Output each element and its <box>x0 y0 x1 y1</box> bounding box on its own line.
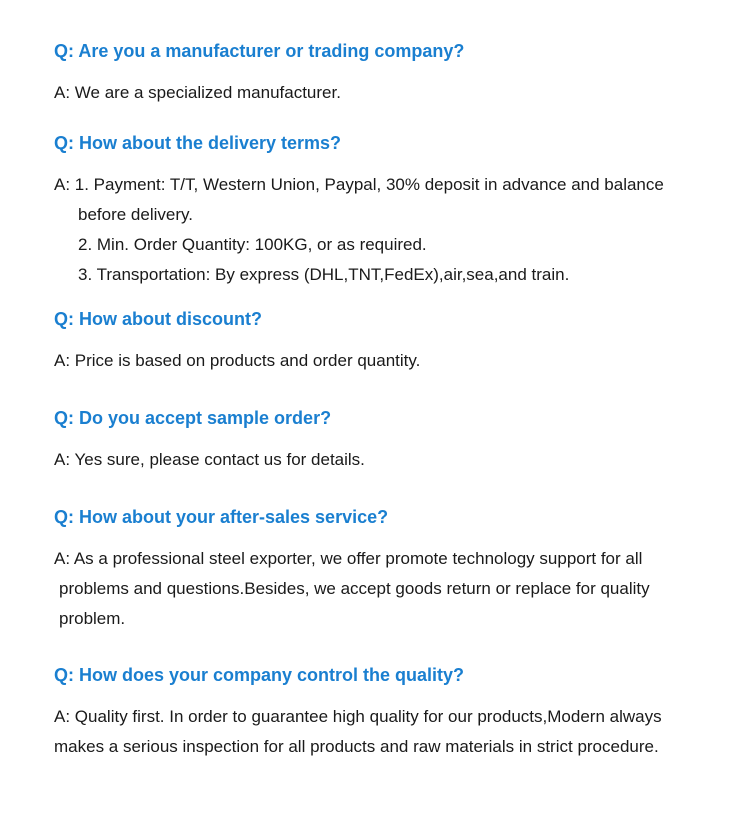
faq-answer-line: makes a serious inspection for all products and raw materials in strict procedure. <box>54 737 659 756</box>
faq-question-discount: Q: How about discount? <box>54 309 262 329</box>
faq-answer-line: problems and questions.Besides, we accept goods return or replace for quality <box>59 579 650 598</box>
faq-question-delivery: Q: How about the delivery terms? <box>54 133 342 153</box>
faq-question-after-sales: Q: How about your after-sales service? <box>54 507 389 527</box>
faq-answer-line: before delivery. <box>78 205 193 224</box>
faq-answer-line: A: 1. Payment: T/T, Western Union, Paypal, 30% deposit in advance and balance <box>54 175 664 194</box>
faq-answer-line: problem. <box>59 609 126 628</box>
faq-answer-line: A: We are a specialized manufacturer. <box>54 83 341 102</box>
faq-answer-line: A: Quality first. In order to guarantee high quality for our products,Modern always <box>54 707 662 726</box>
faq-answer-line: A: As a professional steel exporter, we offer promote technology support for all <box>54 549 643 568</box>
faq-answer-line: 2. Min. Order Quantity: 100KG, or as required. <box>78 235 427 254</box>
faq-answer-line: A: Yes sure, please contact us for details. <box>54 450 365 469</box>
faq-answer-line: 3. Transportation: By express (DHL,TNT,FedEx),air,sea,and train. <box>78 265 570 284</box>
faq-answer-line: A: Price is based on products and order quantity. <box>54 351 421 370</box>
faq-question-sample: Q: Do you accept sample order? <box>54 408 332 428</box>
faq-question-manufacturer: Q: Are you a manufacturer or trading company? <box>54 41 465 61</box>
faq-question-quality: Q: How does your company control the quality? <box>54 665 465 685</box>
